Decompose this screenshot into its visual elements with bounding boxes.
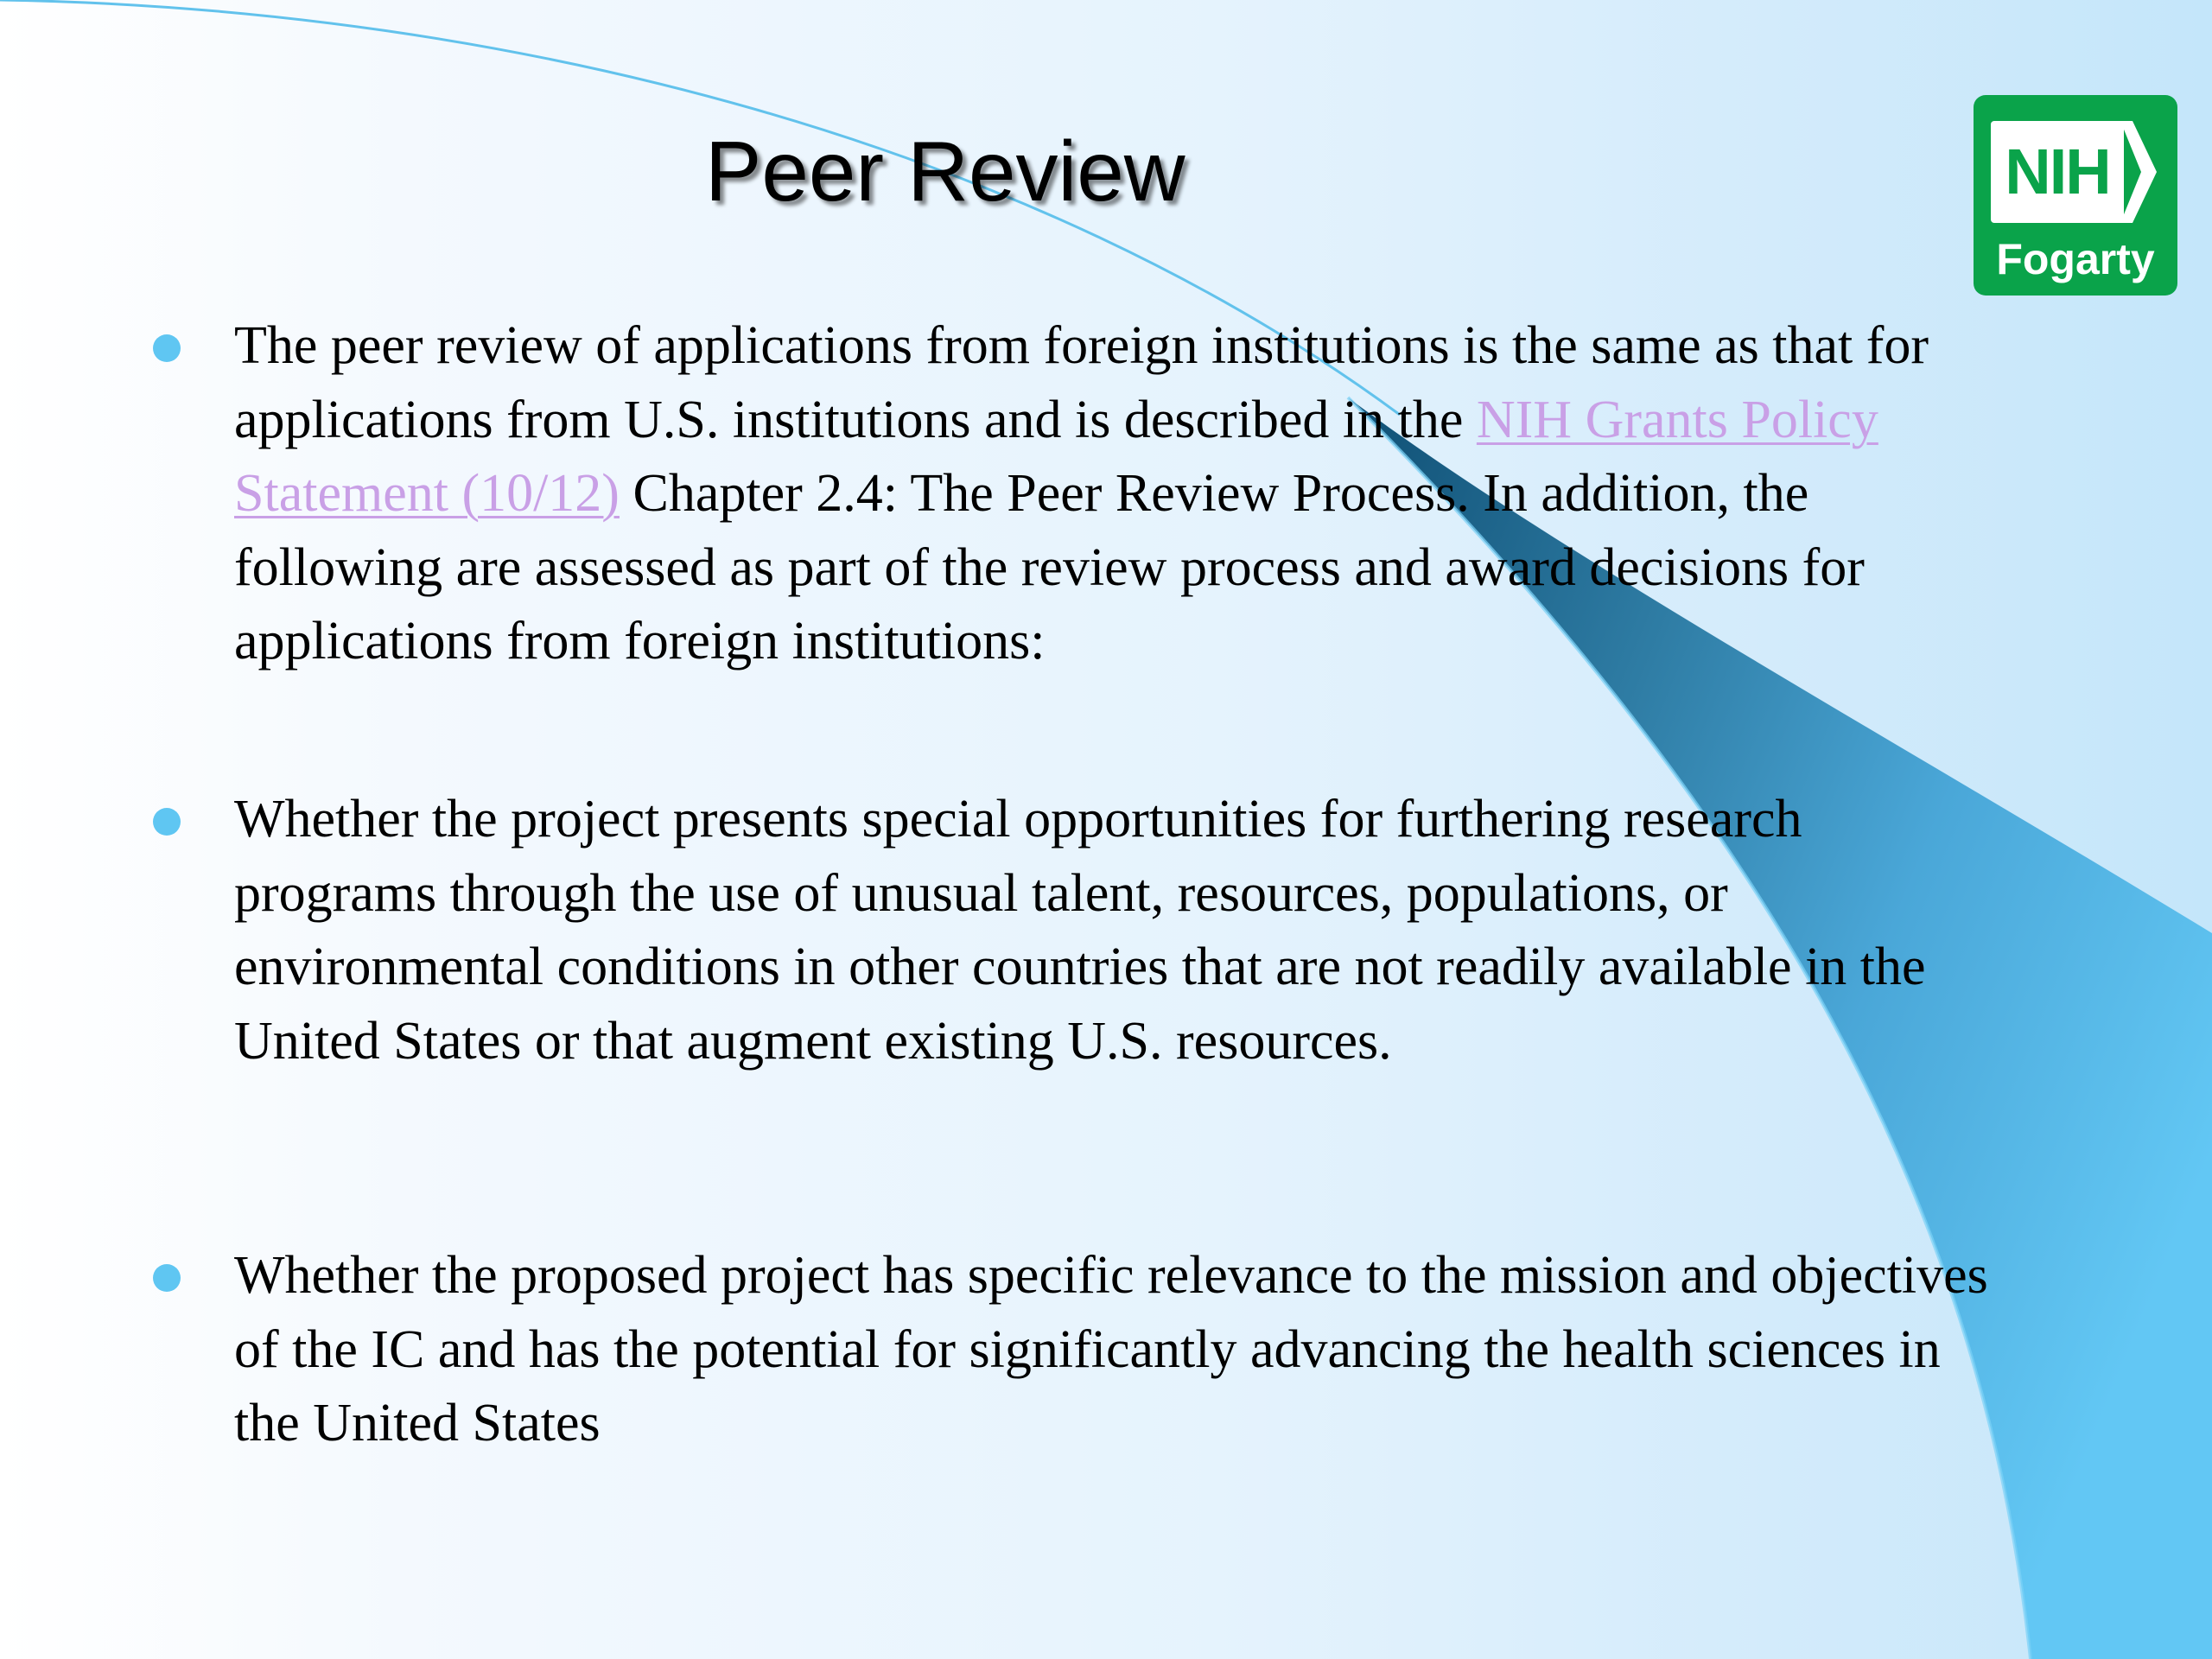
bullet-item-1: [234, 309, 1997, 679]
logo-nih-text: NIH: [2005, 136, 2110, 207]
bullet-dot-icon: [153, 1264, 181, 1292]
bullet-dot-icon: [153, 334, 181, 362]
bullet-dot-icon: [153, 808, 181, 836]
slide-title: Peer Review: [705, 124, 1185, 219]
bullet-item-3: [234, 1239, 1997, 1461]
bullet-1-text-after: Chapter 2.4: The Peer Review Process. In addition, the following are assessed as part of the review process and award decisions for applications from foreign institutions:: [234, 464, 1865, 671]
logo-fogarty-text: Fogarty: [1996, 235, 2155, 283]
bullet-3-text: Whether the proposed project has specific relevance to the mission and objectives of the IC and has the potential for significantly advancing the health sciences in the United States: [234, 1246, 1988, 1452]
bullet-1-text-before: The peer review of applications from foreign institutions is the same as that for applications from U.S. institutions and is described in the: [234, 316, 1929, 449]
bullet-2-text: Whether the project presents special opportunities for furthering research programs through the use of unusual talent, resources, populations, or environmental conditions in other countries that are not readily available in the United States or that augment existing U.S. resources.: [234, 790, 1926, 1071]
nih-fogarty-logo: [1974, 95, 2177, 296]
logo-chevron-icon: [2120, 121, 2160, 223]
bullet-item-2: [234, 783, 1997, 1078]
nih-grants-policy-link[interactable]: NIH Grants Policy Statement (10/12): [234, 390, 1878, 523]
